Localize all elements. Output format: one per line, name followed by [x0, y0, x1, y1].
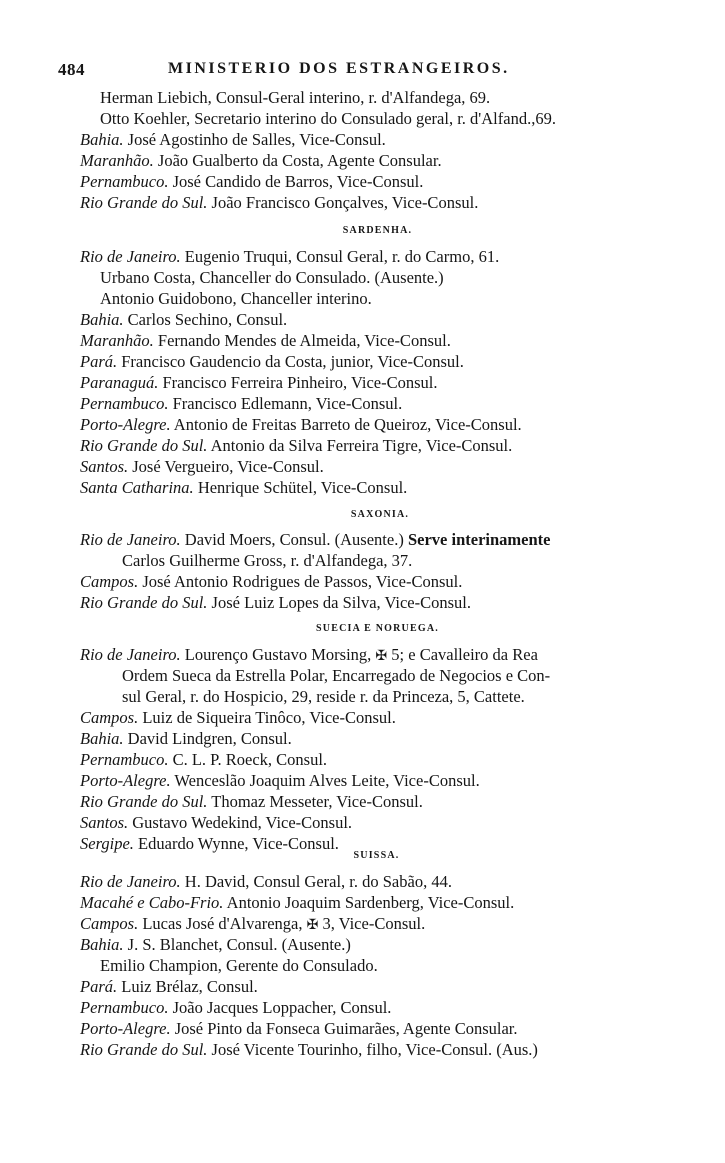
entry-line: Bahia. José Agostinho de Salles, Vice-Consul. — [80, 130, 386, 149]
entry-line: Rio de Janeiro. David Moers, Consul. (Ausente.) Serve interinamente — [80, 530, 551, 549]
entry-line: Rio de Janeiro. Lourenço Gustavo Morsing, ✠ 5; e Cavalleiro da Rea — [80, 645, 538, 667]
entry-line: Rio Grande do Sul. José Vicente Tourinho, filho, Vice-Consul. (Aus.) — [80, 1040, 538, 1059]
entry-line: Herman Liebich, Consul-Geral interino, r. d'Alfandega, 69. — [100, 88, 491, 107]
location: Rio de Janeiro. — [80, 645, 181, 664]
location: Rio de Janeiro. — [80, 247, 181, 266]
entry-line: Santa Catharina. Henrique Schütel, Vice-Consul. — [80, 478, 408, 497]
location: Porto-Alegre. — [80, 415, 171, 434]
location: Macahé e Cabo-Frio. — [80, 893, 224, 912]
location: Porto-Alegre. — [80, 771, 171, 790]
entry-line: Rio de Janeiro. H. David, Consul Geral, r. do Sabão, 44. — [80, 872, 452, 891]
location: Bahia. — [80, 729, 124, 748]
entry-line: Urbano Costa, Chanceller do Consulado. (Ausente.) — [100, 268, 444, 287]
location: Pernambuco. — [80, 394, 169, 413]
entry-line: Antonio Guidobono, Chanceller interino. — [100, 289, 372, 308]
location: Maranhão. — [80, 151, 154, 170]
entry-line: Otto Koehler, Secretario interino do Consulado geral, r. d'Alfand.,69. — [100, 109, 556, 128]
order-cross-icon: ✠ — [375, 649, 388, 664]
page-header — [58, 58, 678, 84]
entry-line: Pernambuco. João Jacques Loppacher, Consul. — [80, 998, 392, 1017]
section-heading-sardenha: SARDENHA. — [342, 225, 413, 236]
location: Maranhão. — [80, 331, 154, 350]
entry-line: sul Geral, r. do Hospicio, 29, reside r. da Princeza, 5, Cattete. — [122, 687, 525, 706]
entry-line: Macahé e Cabo-Frio. Antonio Joaquim Sardenberg, Vice-Consul. — [80, 893, 515, 912]
entry-line: Santos. Gustavo Wedekind, Vice-Consul. — [80, 813, 353, 832]
location: Bahia. — [80, 130, 124, 149]
section-heading-suecia-noruega: SUECIA E NORUEGA. — [316, 623, 439, 634]
location: Campos. — [80, 572, 139, 591]
entry-line: Sergipe. Eduardo Wynne, Vice-Consul. — [80, 834, 339, 853]
location: Rio Grande do Sul. — [80, 436, 208, 455]
entry-line: Pernambuco. Francisco Edlemann, Vice-Consul. — [80, 394, 403, 413]
location: Pernambuco. — [80, 172, 169, 191]
entry-line: Bahia. David Lindgren, Consul. — [80, 729, 292, 748]
entry-line: Carlos Guilherme Gross, r. d'Alfandega, 37. — [122, 551, 413, 570]
entry-line: Rio de Janeiro. Eugenio Truqui, Consul Geral, r. do Carmo, 61. — [80, 247, 500, 266]
entry-line: Bahia. J. S. Blanchet, Consul. (Ausente.) — [80, 935, 351, 954]
entry-line: Emilio Champion, Gerente do Consulado. — [100, 956, 378, 975]
entry-line: Porto-Alegre. José Pinto da Fonseca Guimarães, Agente Consular. — [80, 1019, 518, 1038]
bold-note: Serve interinamente — [407, 530, 551, 549]
location: Santa Catharina. — [80, 478, 194, 497]
entry-line: Maranhão. Fernando Mendes de Almeida, Vice-Consul. — [80, 331, 451, 350]
page-number: 484 — [58, 60, 85, 79]
entry-line: Santos. José Vergueiro, Vice-Consul. — [80, 457, 324, 476]
location: Sergipe. — [80, 834, 134, 853]
entry-line: Bahia. Carlos Sechino, Consul. — [80, 310, 288, 329]
entry-line: Paranaguá. Francisco Ferreira Pinheiro, Vice-Consul. — [80, 373, 438, 392]
entry-line: Campos. José Antonio Rodrigues de Passos, Vice-Consul. — [80, 572, 463, 591]
location: Santos. — [80, 813, 129, 832]
location: Porto-Alegre. — [80, 1019, 171, 1038]
location: Pará. — [80, 977, 118, 996]
entry-line: Rio Grande do Sul. Thomaz Messeter, Vice-Consul. — [80, 792, 423, 811]
location: Pernambuco. — [80, 750, 169, 769]
entry-line: Ordem Sueca da Estrella Polar, Encarregado de Negocios e Con- — [122, 666, 551, 685]
entry-line: Campos. Lucas José d'Alvarenga, ✠ 3, Vice-Consul. — [80, 914, 425, 936]
order-cross-icon: ✠ — [306, 918, 319, 933]
entry-line: Rio Grande do Sul. Antonio da Silva Ferreira Tigre, Vice-Consul. — [80, 436, 513, 455]
location: Bahia. — [80, 935, 124, 954]
location: Pernambuco. — [80, 998, 169, 1017]
entry-line: Pernambuco. José Candido de Barros, Vice-Consul. — [80, 172, 424, 191]
running-head: MINISTERIO DOS ESTRANGEIROS. — [168, 60, 510, 77]
entry-line: Pará. Francisco Gaudencio da Costa, junior, Vice-Consul. — [80, 352, 464, 371]
location: Rio de Janeiro. — [80, 872, 181, 891]
location: Rio de Janeiro. — [80, 530, 181, 549]
location: Pará. — [80, 352, 118, 371]
location: Santos. — [80, 457, 129, 476]
location: Bahia. — [80, 310, 124, 329]
section-heading-suissa: SUISSA. — [353, 850, 400, 861]
location: Rio Grande do Sul. — [80, 193, 208, 212]
location: Rio Grande do Sul. — [80, 792, 208, 811]
entry-line: Maranhão. João Gualberto da Costa, Agente Consular. — [80, 151, 442, 170]
entry-line: Pará. Luiz Brélaz, Consul. — [80, 977, 258, 996]
entry-line: Pernambuco. C. L. P. Roeck, Consul. — [80, 750, 328, 769]
entry-line: Rio Grande do Sul. João Francisco Gonçalves, Vice-Consul. — [80, 193, 479, 212]
entry-line: Campos. Luiz de Siqueira Tinôco, Vice-Consul. — [80, 708, 396, 727]
location: Rio Grande do Sul. — [80, 593, 208, 612]
entry-line: Porto-Alegre. Wenceslão Joaquim Alves Leite, Vice-Consul. — [80, 771, 480, 790]
location: Campos. — [80, 914, 139, 933]
location: Campos. — [80, 708, 139, 727]
location: Rio Grande do Sul. — [80, 1040, 208, 1059]
location: Paranaguá. — [80, 373, 159, 392]
entry-line: Rio Grande do Sul. José Luiz Lopes da Silva, Vice-Consul. — [80, 593, 472, 612]
entry-line: Porto-Alegre. Antonio de Freitas Barreto de Queiroz, Vice-Consul. — [80, 415, 522, 434]
section-heading-saxonia: SAXONIA. — [350, 509, 410, 520]
